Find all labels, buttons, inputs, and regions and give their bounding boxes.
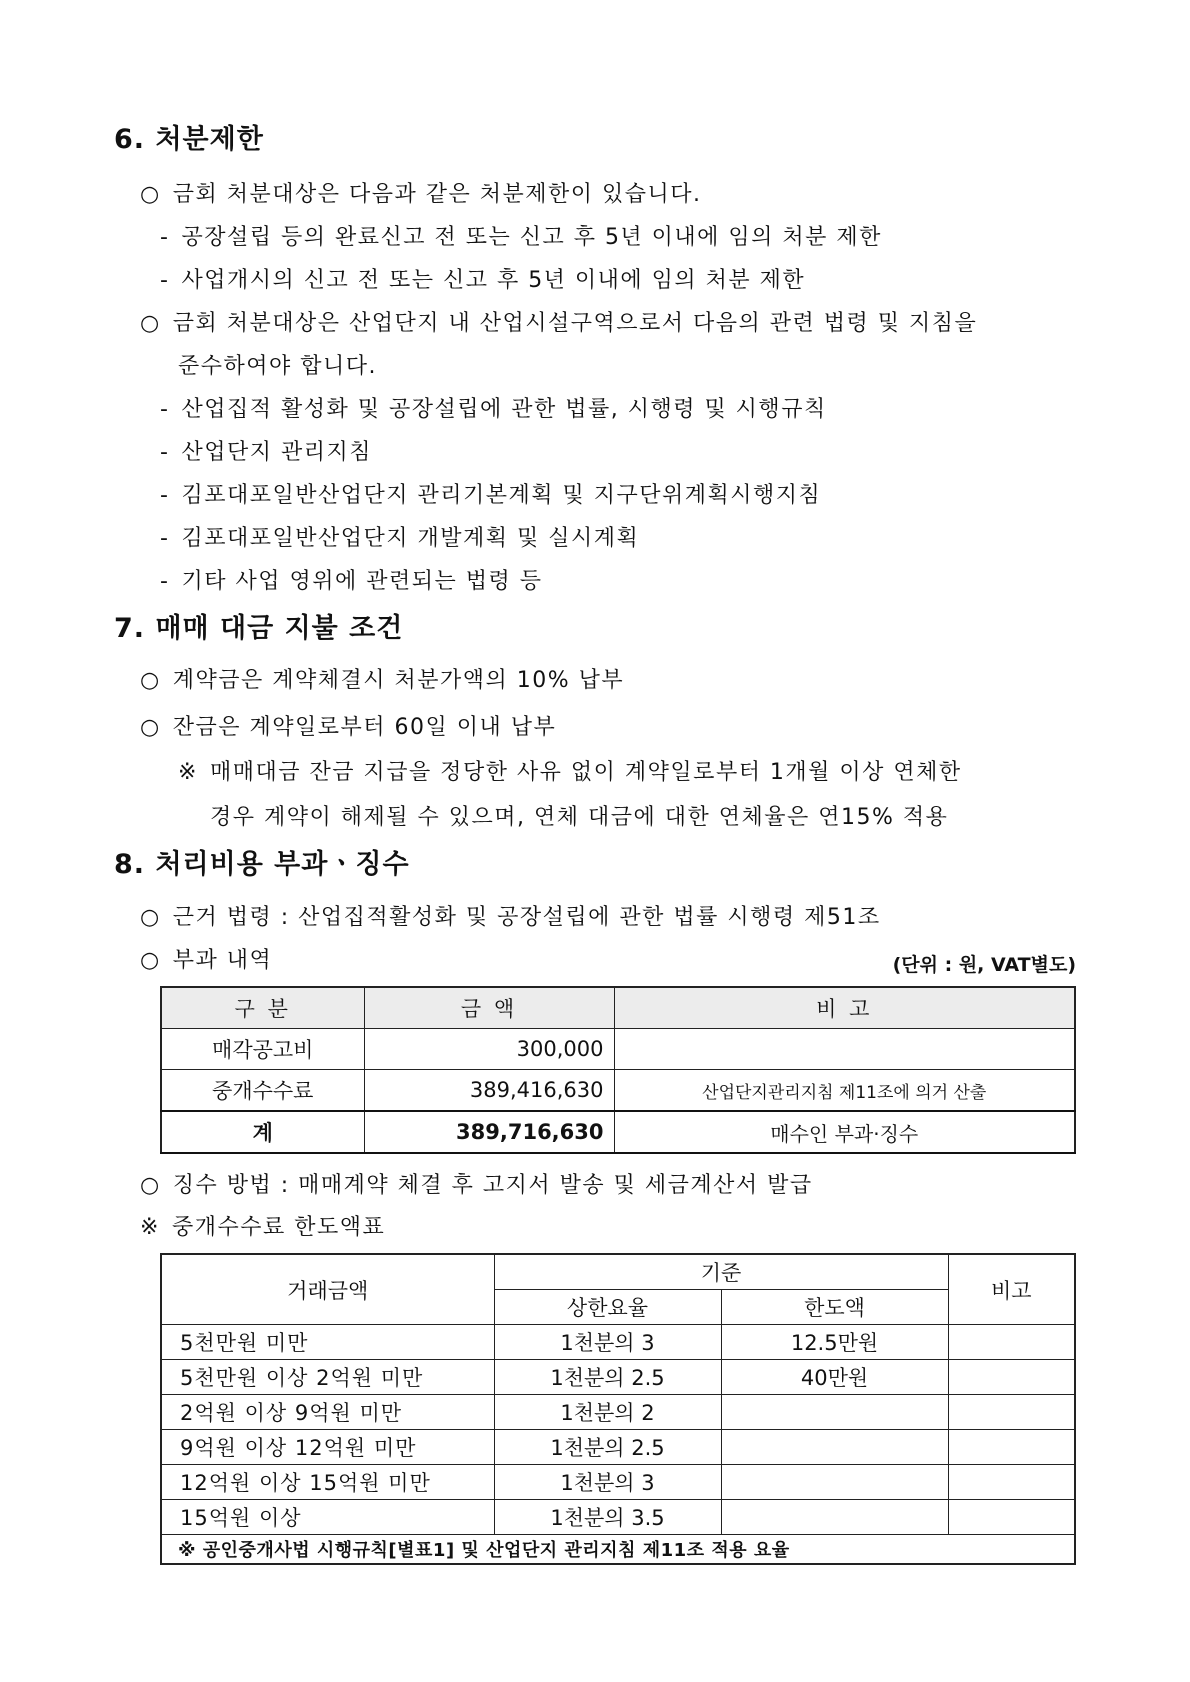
s8-circle-item-3 bbox=[140, 1171, 813, 1201]
s8-circle-item-2 bbox=[140, 946, 272, 976]
circle-bullet-icon: ○ bbox=[140, 905, 161, 930]
s6-dash-text-3: 산업집적 활성화 및 공장설립에 관한 법률, 시행령 및 시행규칙 bbox=[181, 397, 827, 422]
broker-cell-note bbox=[948, 1465, 1075, 1500]
table-row bbox=[161, 1029, 1075, 1070]
unit-label: (단위 : 원, VAT별도) bbox=[892, 954, 1076, 976]
broker-cell-limit bbox=[721, 1395, 948, 1430]
broker-cell-note bbox=[948, 1430, 1075, 1465]
broker-cell-note bbox=[948, 1500, 1075, 1535]
s6-dash-item-7 bbox=[160, 567, 542, 597]
broker-cell-amount: 5천만원 이상 2억원 미만 bbox=[161, 1360, 494, 1395]
circle-bullet-icon: ○ bbox=[140, 1173, 161, 1198]
broker-footnote: ※ 공인중개사법 시행규칙[별표1] 및 산업단지 관리지침 제11조 적용 요율 bbox=[161, 1535, 1075, 1565]
broker-cell-rate: 1천분의 3.5 bbox=[494, 1500, 721, 1535]
broker-cell-amount: 5천만원 미만 bbox=[161, 1325, 494, 1360]
broker-cell-rate: 1천분의 2.5 bbox=[494, 1430, 721, 1465]
fee-header-amount: 금 액 bbox=[364, 987, 614, 1029]
s7-circle-item-1 bbox=[140, 666, 624, 696]
fee-total-note: 매수인 부과·징수 bbox=[614, 1111, 1075, 1153]
s6-circle-item-1 bbox=[140, 180, 701, 210]
fee-cell-amount: 300,000 bbox=[364, 1029, 614, 1070]
s6-circle-item-2 bbox=[140, 309, 977, 339]
s6-dash-text-7: 기타 사업 영위에 관련되는 법령 등 bbox=[181, 569, 543, 594]
section-8-title: 8. 처리비용 부과ㆍ징수 bbox=[114, 849, 410, 880]
s6-dash-item-6 bbox=[160, 524, 639, 554]
dash-bullet-icon: - bbox=[160, 526, 170, 551]
circle-bullet-icon: ○ bbox=[140, 311, 161, 336]
table-row bbox=[161, 1465, 1075, 1500]
circle-bullet-icon: ○ bbox=[140, 948, 161, 973]
s6-dash-text-4: 산업단지 관리지침 bbox=[181, 440, 372, 465]
s8-circle-item-1 bbox=[140, 903, 881, 933]
broker-cell-amount: 15억원 이상 bbox=[161, 1500, 494, 1535]
fee-cell-note: 산업단지관리지침 제11조에 의거 산출 bbox=[614, 1070, 1075, 1112]
s8-circle-text-1: 근거 법령 : 산업집적활성화 및 공장설립에 관한 법률 시행령 제51조 bbox=[172, 905, 881, 930]
section-6-title: 6. 처분제한 bbox=[114, 124, 264, 155]
dash-bullet-icon: - bbox=[160, 397, 170, 422]
broker-header-standard: 기준 bbox=[494, 1254, 948, 1290]
broker-fee-table bbox=[160, 1253, 1076, 1565]
table-row bbox=[161, 1325, 1075, 1360]
circle-bullet-icon: ○ bbox=[140, 182, 161, 207]
fee-cell-label: 매각공고비 bbox=[161, 1029, 364, 1070]
s6-dash-text-2: 사업개시의 신고 전 또는 신고 후 5년 이내에 임의 처분 제한 bbox=[181, 268, 806, 293]
broker-cell-note bbox=[948, 1360, 1075, 1395]
fee-table-header-row bbox=[161, 987, 1075, 1029]
fee-header-category: 구 분 bbox=[161, 987, 364, 1029]
circle-bullet-icon: ○ bbox=[140, 715, 161, 740]
dash-bullet-icon: - bbox=[160, 268, 170, 293]
s8-circle-text-3: 징수 방법 : 매매계약 체결 후 고지서 발송 및 세금계산서 발급 bbox=[172, 1173, 813, 1198]
fee-table bbox=[160, 986, 1076, 1154]
s6-circle-text-1: 금회 처분대상은 다음과 같은 처분제한이 있습니다. bbox=[172, 182, 702, 207]
circle-bullet-icon: ○ bbox=[140, 668, 161, 693]
s6-dash-text-6: 김포대포일반산업단지 개발계획 및 실시계획 bbox=[181, 526, 640, 551]
s6-dash-item-1 bbox=[160, 223, 882, 253]
s7-note-text-1a: 매매대금 잔금 지급을 정당한 사유 없이 계약일로부터 1개월 이상 연체한 bbox=[209, 760, 962, 785]
s6-dash-text-1: 공장설립 등의 완료신고 전 또는 신고 후 5년 이내에 임의 처분 제한 bbox=[181, 225, 882, 250]
broker-cell-note bbox=[948, 1325, 1075, 1360]
s6-dash-text-5: 김포대포일반산업단지 관리기본계획 및 지구단위계획시행지침 bbox=[181, 483, 822, 508]
s7-circle-text-1: 계약금은 계약체결시 처분가액의 10% 납부 bbox=[172, 668, 625, 693]
broker-cell-rate: 1천분의 2.5 bbox=[494, 1360, 721, 1395]
table-row bbox=[161, 1500, 1075, 1535]
fee-cell-amount: 389,416,630 bbox=[364, 1070, 614, 1112]
broker-cell-rate: 1천분의 3 bbox=[494, 1465, 721, 1500]
s6-dash-item-3 bbox=[160, 395, 827, 425]
s8-circle-text-2: 부과 내역 bbox=[172, 948, 273, 973]
broker-header-amount: 거래금액 bbox=[161, 1254, 494, 1325]
broker-footnote-row bbox=[161, 1535, 1075, 1565]
s7-circle-item-2 bbox=[140, 713, 556, 743]
broker-cell-note bbox=[948, 1395, 1075, 1430]
broker-cell-amount: 9억원 이상 12억원 미만 bbox=[161, 1430, 494, 1465]
broker-cell-rate: 1천분의 2 bbox=[494, 1395, 721, 1430]
broker-cell-limit bbox=[721, 1430, 948, 1465]
broker-header-limit: 한도액 bbox=[721, 1290, 948, 1325]
fee-cell-label: 중개수수료 bbox=[161, 1070, 364, 1112]
broker-header-rate: 상한요율 bbox=[494, 1290, 721, 1325]
broker-cell-rate: 1천분의 3 bbox=[494, 1325, 721, 1360]
fee-total-label: 계 bbox=[161, 1111, 364, 1153]
fee-cell-note bbox=[614, 1029, 1075, 1070]
dash-bullet-icon: - bbox=[160, 225, 170, 250]
table-row bbox=[161, 1360, 1075, 1395]
s7-circle-text-2: 잔금은 계약일로부터 60일 이내 납부 bbox=[172, 715, 557, 740]
dash-bullet-icon: - bbox=[160, 569, 170, 594]
broker-header-row-1 bbox=[161, 1254, 1075, 1290]
s6-circle-text-2b: 준수하여야 합니다. bbox=[178, 354, 378, 379]
broker-cell-amount: 12억원 이상 15억원 미만 bbox=[161, 1465, 494, 1500]
s8-note-text-1: 중개수수료 한도액표 bbox=[171, 1215, 386, 1240]
broker-cell-limit bbox=[721, 1500, 948, 1535]
s6-dash-item-4 bbox=[160, 438, 372, 468]
fee-header-note: 비 고 bbox=[614, 987, 1075, 1029]
broker-cell-limit bbox=[721, 1465, 948, 1500]
reference-mark-icon: ※ bbox=[178, 760, 198, 785]
s7-note-item-1 bbox=[178, 758, 962, 788]
broker-cell-amount: 2억원 이상 9억원 미만 bbox=[161, 1395, 494, 1430]
reference-mark-icon: ※ bbox=[140, 1215, 160, 1240]
s6-circle-text-2a: 금회 처분대상은 산업단지 내 산업시설구역으로서 다음의 관련 법령 및 지침을 bbox=[172, 311, 978, 336]
s7-note-text-1b: 경우 계약이 해제될 수 있으며, 연체 대금에 대한 연체율은 연15% 적용 bbox=[210, 805, 949, 830]
table-row bbox=[161, 1395, 1075, 1430]
dash-bullet-icon: - bbox=[160, 440, 170, 465]
table-row bbox=[161, 1070, 1075, 1112]
section-7-title: 7. 매매 대금 지불 조건 bbox=[114, 613, 404, 644]
s6-dash-item-2 bbox=[160, 266, 805, 296]
broker-cell-limit: 12.5만원 bbox=[721, 1325, 948, 1360]
fee-total-row bbox=[161, 1111, 1075, 1153]
s6-dash-item-5 bbox=[160, 481, 821, 511]
broker-header-note: 비고 bbox=[948, 1254, 1075, 1325]
table-row bbox=[161, 1430, 1075, 1465]
s8-note-item-1 bbox=[140, 1213, 385, 1243]
dash-bullet-icon: - bbox=[160, 483, 170, 508]
fee-total-amount: 389,716,630 bbox=[364, 1111, 614, 1153]
broker-cell-limit: 40만원 bbox=[721, 1360, 948, 1395]
